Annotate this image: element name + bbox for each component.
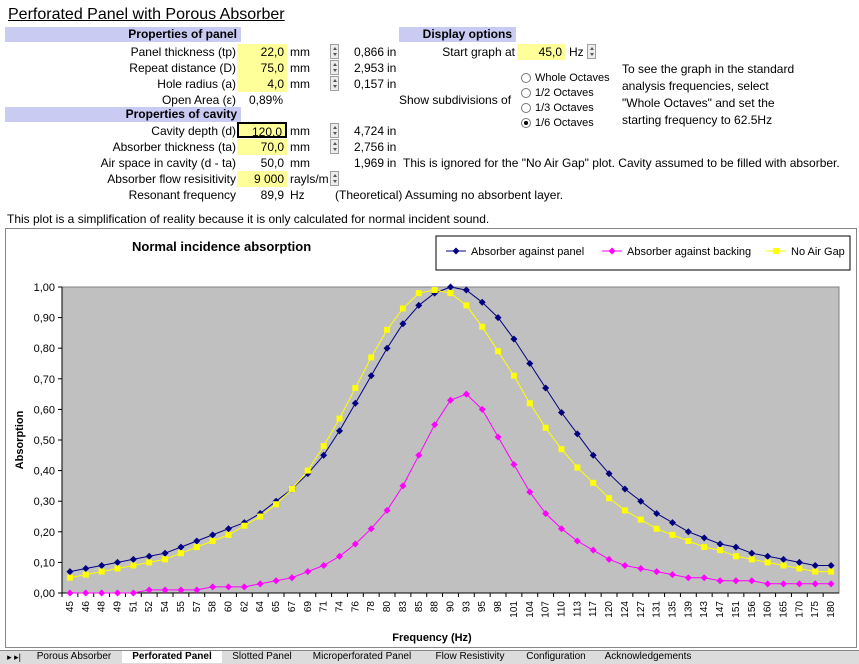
tab-porous-absorber[interactable]: Porous Absorber	[36, 651, 112, 662]
x-tick-label: 52	[144, 601, 156, 613]
tab-configuration[interactable]: Configuration	[526, 651, 586, 662]
data-point	[812, 569, 818, 575]
cavity-depth-spinner[interactable]	[330, 123, 339, 138]
open-area-label: Open Area (ε)	[161, 93, 236, 107]
cavity-depth-input[interactable]: 120,0	[237, 122, 287, 138]
data-point	[352, 385, 358, 391]
data-point	[178, 550, 184, 556]
panel-thickness-label: Panel thickness (tp)	[130, 45, 236, 59]
legend-label-2: No Air Gap	[791, 246, 845, 258]
data-point	[606, 495, 612, 501]
legend-marker-2	[773, 248, 779, 254]
data-point	[241, 523, 247, 529]
data-point	[384, 327, 390, 333]
x-tick-label: 48	[96, 601, 108, 613]
x-tick-label: 113	[572, 601, 584, 617]
x-tick-label: 124	[619, 601, 631, 618]
air-space-inches-unit: in	[387, 156, 397, 170]
air-space-unit: mm	[290, 156, 310, 170]
start-graph-spinner[interactable]	[587, 44, 596, 59]
air-space-note: This is ignored for the "No Air Gap" plot. Cavity assumed to be filled with absorber.	[403, 156, 840, 170]
tab-scroll-arrows[interactable]: ▸ ▸|	[7, 652, 21, 662]
display-note	[622, 61, 794, 129]
x-tick-label: 156	[746, 601, 758, 618]
x-tick-label: 45	[64, 601, 76, 613]
start-graph-unit: Hz	[569, 45, 584, 59]
data-point	[733, 553, 739, 559]
data-point	[749, 556, 755, 562]
x-tick-label: 175	[810, 601, 822, 618]
data-point	[194, 544, 200, 550]
radio-whole-octaves-label: Whole Octaves	[535, 72, 610, 84]
x-tick-label: 60	[223, 601, 235, 613]
data-point	[701, 544, 707, 550]
x-tick-label: 139	[683, 601, 695, 618]
panel-thickness-unit: mm	[290, 45, 310, 59]
tab-acknowledgements[interactable]: Acknowledgements	[604, 651, 692, 662]
x-tick-label: 55	[175, 601, 187, 613]
open-area-value: 0,89%	[248, 93, 283, 107]
flow-resistivity-unit: rayls/m	[290, 172, 329, 186]
data-point	[432, 287, 438, 293]
data-point	[305, 468, 311, 474]
x-tick-label: 78	[366, 601, 378, 613]
x-axis	[62, 593, 839, 618]
data-point	[765, 559, 771, 565]
x-tick-label: 67	[286, 601, 298, 613]
data-point	[796, 566, 802, 572]
resonant-frequency-value: 89,9	[260, 188, 284, 202]
plot-note: This plot is a simplification of reality because it is only calculated for normal incident sound.	[7, 212, 490, 226]
x-tick-label: 64	[255, 601, 267, 613]
x-tick-label: 80	[382, 601, 394, 613]
cavity-section-header: Properties of cavity	[5, 107, 241, 122]
data-point	[416, 290, 422, 296]
chart-legend	[436, 236, 850, 270]
x-tick-label: 147	[715, 601, 727, 618]
cavity-depth-unit: mm	[290, 124, 310, 138]
y-tick-label: 0,10	[33, 557, 55, 570]
y-axis-label: Absorption	[14, 410, 26, 470]
radio-whole-octaves[interactable]	[521, 73, 531, 83]
data-point	[210, 538, 216, 544]
tab-slotted-panel[interactable]: Slotted Panel	[232, 651, 292, 662]
repeat-distance-inches: 2,953	[353, 61, 384, 75]
tab-microperforated-panel[interactable]: Microperforated Panel	[312, 651, 412, 662]
x-tick-label: 90	[445, 601, 457, 613]
absorber-thickness-input[interactable]: 70,0	[237, 139, 287, 155]
display-note-line: analysis frequencies, select	[622, 79, 769, 93]
chart-title: Normal incidence absorption	[132, 239, 312, 254]
absorber-thickness-inches-unit: in	[387, 140, 397, 154]
data-point	[685, 538, 691, 544]
data-point	[543, 425, 549, 431]
legend-label-1: Absorber against backing	[627, 246, 752, 258]
panel-thickness-inches-unit: in	[387, 45, 397, 59]
data-point	[226, 532, 232, 538]
x-axis-label: Frequency (Hz)	[392, 632, 472, 644]
x-tick-label: 170	[794, 601, 806, 618]
cavity-depth-label: Cavity depth (d)	[151, 124, 236, 138]
panel-section-header: Properties of panel	[5, 27, 241, 42]
data-point	[590, 480, 596, 486]
radio-sixth-octaves-label: 1/6 Octaves	[535, 117, 594, 129]
y-tick-label: 0,60	[33, 404, 55, 417]
x-tick-label: 95	[477, 601, 489, 613]
air-space-value: 50,0	[260, 156, 284, 170]
radio-third-octaves[interactable]	[521, 103, 531, 113]
y-tick-label: 0,40	[33, 465, 55, 478]
radio-sixth-octaves[interactable]	[521, 118, 531, 128]
cavity-depth-inches-unit: in	[387, 124, 397, 138]
sheet-tab-bar	[0, 650, 859, 664]
hole-radius-unit: mm	[290, 77, 310, 91]
y-tick-label: 0,90	[33, 312, 55, 325]
data-point	[337, 416, 343, 422]
tab-flow-resistivity[interactable]: Flow Resistivity	[435, 651, 505, 662]
display-note-line: starting frequency to 62.5Hz	[622, 113, 773, 127]
radio-half-octaves-label: 1/2 Octaves	[535, 87, 594, 99]
y-tick-label: 0,00	[33, 588, 55, 600]
hole-radius-inches-unit: in	[387, 77, 397, 91]
y-tick-label: 0,80	[33, 343, 55, 356]
radio-third-octaves-label: 1/3 Octaves	[535, 102, 594, 114]
panel-thickness-inches: 0,866	[353, 45, 384, 59]
x-tick-label: 88	[429, 601, 441, 613]
panel-thickness-input[interactable]: 22,0	[237, 44, 287, 60]
x-tick-label: 131	[651, 601, 663, 618]
x-tick-label: 49	[112, 601, 124, 613]
data-point	[527, 400, 533, 406]
hole-radius-inches: 0,157	[353, 77, 384, 91]
start-graph-label: Start graph at	[442, 45, 515, 59]
data-point	[511, 373, 517, 379]
data-point	[654, 526, 660, 532]
x-tick-label: 51	[128, 601, 140, 613]
air-space-label: Air space in cavity (d - ta)	[100, 156, 236, 170]
y-tick-label: 0,50	[33, 435, 55, 447]
legend-label-0: Absorber against panel	[471, 246, 585, 258]
data-point	[559, 446, 565, 452]
y-tick-label: 0,70	[33, 373, 55, 386]
hole-radius-input[interactable]: 4,0	[237, 76, 287, 92]
absorption-chart	[6, 229, 856, 647]
repeat-distance-inches-unit: in	[387, 61, 397, 75]
x-tick-label: 160	[762, 601, 774, 618]
x-tick-label: 120	[604, 601, 616, 618]
y-tick-label: 0,20	[33, 526, 55, 539]
hole-radius-spinner[interactable]	[330, 76, 339, 91]
repeat-distance-input[interactable]: 75,0	[237, 60, 287, 76]
x-tick-label: 71	[318, 601, 330, 613]
x-tick-label: 69	[302, 601, 314, 613]
absorber-thickness-unit: mm	[290, 140, 310, 154]
data-point	[321, 443, 327, 449]
resonant-frequency-unit: Hz	[290, 188, 305, 202]
tab-perforated-panel[interactable]: Perforated Panel	[122, 651, 222, 663]
data-point	[670, 532, 676, 538]
x-tick-label: 65	[271, 601, 283, 613]
data-point	[99, 569, 105, 575]
absorber-thickness-inches: 2,756	[353, 140, 384, 154]
resonant-frequency-label: Resonant frequency	[128, 188, 236, 202]
panel-thickness-spinner[interactable]	[330, 44, 339, 59]
repeat-distance-spinner[interactable]	[330, 60, 339, 75]
x-tick-label: 98	[493, 601, 505, 613]
x-tick-label: 85	[413, 601, 425, 613]
data-point	[479, 324, 485, 330]
x-tick-label: 107	[540, 601, 552, 618]
data-point	[622, 507, 628, 513]
flow-resistivity-label: Absorber flow resisitivity	[107, 172, 236, 186]
data-point	[781, 562, 787, 568]
absorber-thickness-label: Absorber thickness (ta)	[112, 140, 236, 154]
data-point	[67, 575, 73, 581]
x-tick-label: 143	[699, 601, 711, 618]
data-point	[400, 305, 406, 311]
data-point	[115, 566, 121, 572]
x-tick-label: 104	[524, 601, 536, 618]
data-point	[289, 486, 295, 492]
flow-resistivity-spinner[interactable]	[330, 171, 339, 186]
data-point	[717, 547, 723, 553]
x-tick-label: 135	[667, 601, 679, 618]
x-tick-label: 165	[778, 601, 790, 618]
hole-radius-label: Hole radius (a)	[157, 77, 236, 91]
display-options-header: Display options	[399, 27, 516, 42]
radio-half-octaves[interactable]	[521, 88, 531, 98]
x-tick-label: 117	[588, 601, 600, 617]
x-tick-label: 101	[508, 601, 520, 618]
data-point	[574, 465, 580, 471]
x-tick-label: 54	[160, 601, 172, 613]
data-point	[257, 514, 263, 520]
data-point	[130, 562, 136, 568]
air-space-inches: 1,969	[353, 156, 384, 170]
display-note-line: "Whole Octaves" and set the	[622, 96, 775, 110]
repeat-distance-label: Repeat distance (D)	[129, 61, 236, 75]
page-title: Perforated Panel with Porous Absorber	[8, 6, 285, 23]
data-point	[495, 348, 501, 354]
data-point	[146, 559, 152, 565]
data-point	[83, 572, 89, 578]
absorber-thickness-spinner[interactable]	[330, 139, 339, 154]
x-tick-label: 74	[334, 601, 346, 613]
x-tick-label: 57	[191, 601, 203, 613]
data-point	[368, 354, 374, 360]
cavity-depth-inches: 4,724	[353, 124, 384, 138]
data-point	[828, 569, 834, 575]
x-tick-label: 93	[461, 601, 473, 613]
x-tick-label: 46	[80, 601, 92, 613]
x-tick-label: 110	[556, 601, 568, 617]
x-tick-label: 83	[397, 601, 409, 613]
x-tick-label: 127	[635, 601, 647, 618]
x-tick-label: 151	[730, 601, 742, 618]
data-point	[448, 290, 454, 296]
repeat-distance-unit: mm	[290, 61, 310, 75]
data-point	[463, 302, 469, 308]
y-tick-label: 1,00	[33, 282, 55, 294]
x-tick-label: 76	[350, 601, 362, 613]
resonant-frequency-note: (Theoretical) Assuming no absorbent layer.	[335, 188, 564, 202]
subdivisions-label: Show subdivisions of	[399, 93, 512, 107]
display-note-line: To see the graph in the standard	[622, 62, 795, 76]
data-point	[273, 501, 279, 507]
x-tick-label: 62	[239, 601, 251, 613]
x-tick-label: 58	[207, 601, 219, 613]
x-tick-label: 180	[826, 601, 838, 618]
flow-resistivity-input[interactable]: 9 000	[237, 171, 287, 187]
y-tick-label: 0,30	[33, 496, 55, 509]
data-point	[638, 517, 644, 523]
y-axis	[34, 282, 62, 600]
start-graph-input[interactable]: 45,0	[517, 44, 565, 60]
data-point	[162, 556, 168, 562]
chart-container	[5, 228, 857, 648]
